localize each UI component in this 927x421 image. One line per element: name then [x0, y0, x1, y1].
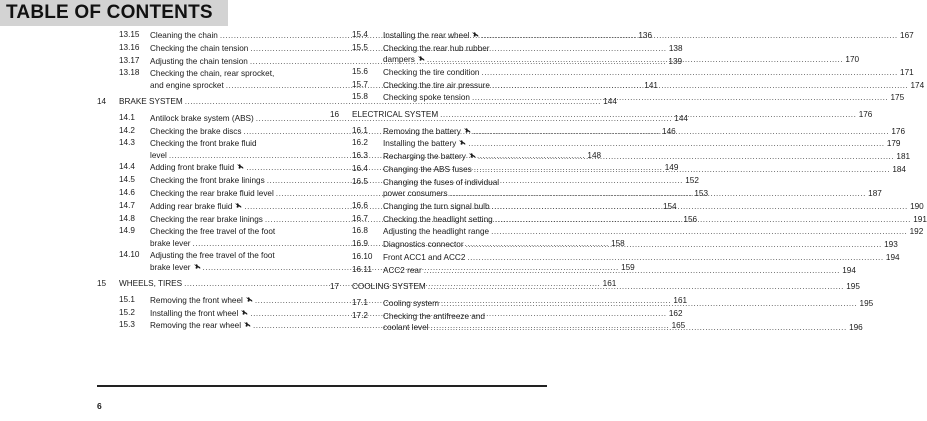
entry-number: 17.2 — [352, 310, 368, 320]
entry-title-text: Changing the fuses of individual — [383, 177, 500, 187]
dot-leader — [424, 265, 840, 276]
entry-title-text: Diagnostics connector — [383, 240, 464, 250]
entry-number: 16.8 — [352, 226, 368, 236]
entry-page-number: 191 — [913, 214, 927, 224]
entry-page-number: 174 — [910, 80, 925, 90]
entry-body — [383, 265, 856, 276]
dot-leader — [441, 298, 857, 309]
entry-body — [383, 80, 924, 91]
entry-line — [383, 239, 898, 250]
entry-page-number: 156 — [683, 214, 698, 224]
entry-line — [383, 311, 863, 322]
chapter-title: COOLING SYSTEM — [352, 281, 426, 291]
entry-title-text: Antilock brake system (ABS) — [150, 113, 254, 123]
entry-number: 16.3 — [352, 151, 368, 161]
entry-body — [383, 126, 905, 137]
dot-leader — [473, 126, 889, 137]
chapter-title: BRAKE SYSTEM — [119, 96, 183, 106]
dot-leader — [481, 30, 897, 41]
entry-number: 16.11 — [352, 264, 372, 274]
entry-number: 15.6 — [352, 66, 368, 76]
dot-leader — [427, 54, 843, 65]
entry-number: 15.4 — [352, 30, 368, 39]
dot-leader — [468, 138, 884, 149]
entry-line — [383, 201, 924, 212]
entry-number: 16.2 — [352, 138, 368, 148]
entry-line — [383, 43, 859, 54]
entry-title-text: Adjusting the chain tension — [150, 56, 248, 66]
dot-leader — [428, 282, 844, 291]
toc-entry[interactable] — [330, 226, 924, 237]
entry-number: 14.10 — [119, 250, 140, 260]
entry-title-text: Changing the ABS fuses — [383, 164, 472, 174]
entry-number: 14.6 — [119, 187, 135, 197]
entry-number: 14.2 — [119, 125, 135, 135]
entry-page-number: 165 — [671, 321, 686, 331]
entry-title-text: brake lever — [150, 262, 191, 272]
entry-body — [383, 239, 898, 250]
entry-title-text: Checking the rear hub rubber — [383, 43, 490, 53]
entry-body — [383, 67, 914, 78]
entry-title-text: Adjusting the free travel of the foot — [150, 251, 275, 261]
entry-number: 14.8 — [119, 213, 135, 223]
chapter-page-number: 161 — [602, 278, 617, 288]
chapter-title: WHEELS, TIRES — [119, 278, 183, 288]
wrench-icon — [245, 296, 253, 303]
entry-line — [383, 214, 927, 225]
entry-title-text: Changing the turn signal bulb — [383, 201, 490, 211]
entry-page-number: 171 — [900, 67, 914, 77]
wrench-icon — [458, 139, 466, 146]
entry-line — [383, 188, 882, 199]
wrench-icon — [236, 163, 244, 170]
wrench-icon — [243, 321, 251, 328]
entry-line — [383, 80, 924, 91]
entry-body — [383, 138, 901, 149]
entry-line — [383, 177, 882, 188]
entry-body — [383, 201, 924, 212]
entry-title-text: Adjusting the headlight range — [383, 227, 490, 237]
entry-number: 15.5 — [352, 42, 368, 52]
wrench-icon — [417, 55, 425, 62]
dot-leader — [478, 151, 894, 162]
entry-page-number: 161 — [673, 295, 688, 305]
entry-title-text: level — [150, 150, 167, 160]
entry-number: 13.16 — [119, 42, 140, 52]
entry-title-text: Checking the tire condition — [383, 67, 480, 77]
chapter-title: ELECTRICAL SYSTEM — [352, 109, 439, 119]
entry-page-number: 144 — [674, 113, 688, 123]
entry-page-number: 190 — [910, 201, 924, 211]
entry-page-number: 148 — [587, 150, 602, 160]
entry-title-text: Installing the battery — [383, 139, 457, 149]
entry-line — [383, 265, 856, 276]
wrench-icon — [471, 31, 479, 38]
entry-line — [383, 138, 901, 149]
entry-title-text: Checking the rear brake fluid level — [150, 188, 274, 198]
entry-page-number: 181 — [896, 152, 911, 162]
entry-title-text: Checking the chain tension — [150, 43, 249, 53]
chapter-number: 16 — [330, 109, 340, 119]
dot-leader — [431, 322, 847, 333]
chapter-number: 15 — [97, 278, 107, 288]
entry-title-text: coolant level — [383, 322, 429, 332]
chapter-page-number: 144 — [603, 96, 617, 106]
page-title: TABLE OF CONTENTS — [6, 2, 213, 23]
entry-number: 15.1 — [119, 294, 135, 304]
entry-page-number: 176 — [891, 126, 906, 136]
entry-line — [383, 252, 900, 263]
dot-leader — [466, 239, 882, 250]
entry-page-number: 175 — [890, 93, 905, 103]
entry-page-number: 139 — [668, 56, 683, 66]
entry-number: 16.4 — [352, 163, 368, 173]
entry-page-number: 146 — [662, 126, 676, 136]
entry-title-text: Front ACC1 and ACC2 — [383, 252, 466, 262]
chapter-number: 14 — [97, 96, 107, 106]
entry-title-text: brake lever — [150, 238, 191, 248]
entry-page-number: 158 — [611, 238, 625, 248]
entry-title-text: Removing the front wheel — [150, 295, 243, 305]
entry-title-text: Installing the front wheel — [150, 308, 239, 318]
wrench-icon — [463, 127, 471, 134]
entry-title-text: Checking spoke tension — [383, 93, 470, 103]
entry-title-text: dampers — [383, 55, 415, 64]
entry-number: 14.7 — [119, 200, 135, 210]
toc-entry[interactable] — [330, 66, 914, 78]
entry-number: 16.6 — [352, 200, 368, 210]
entry-title-text: Checking the front brake linings — [150, 176, 265, 186]
entry-title-text: Removing the battery — [383, 126, 461, 136]
entry-number: 16.10 — [352, 251, 373, 261]
entry-number: 14.9 — [119, 226, 135, 236]
entry-title-text: Removing the rear wheel — [150, 321, 242, 331]
dot-leader — [467, 252, 883, 263]
entry-body — [383, 43, 859, 65]
entry-body — [383, 164, 906, 175]
entry-line — [383, 30, 914, 41]
entry-page-number: 149 — [664, 163, 679, 173]
chapter-number: 17 — [330, 281, 340, 291]
entry-body — [383, 30, 914, 41]
entry-body — [383, 177, 882, 199]
chapter-page-number: 176 — [858, 109, 873, 119]
dot-leader — [482, 67, 898, 78]
entry-title-text: and engine sprocket — [150, 80, 224, 90]
entry-title-text: Adding front brake fluid — [150, 163, 235, 173]
entry-title-text: Checking the free travel of the foot — [150, 227, 276, 237]
chapter-page-number: 195 — [846, 281, 860, 291]
entry-number: 16.7 — [352, 213, 368, 223]
entry-body — [383, 252, 900, 263]
dot-leader — [472, 92, 888, 103]
entry-page-number: 195 — [859, 298, 874, 308]
dot-leader — [474, 164, 890, 175]
entry-number: 13.18 — [119, 68, 140, 78]
wrench-icon — [234, 202, 242, 209]
entry-page-number: 179 — [886, 139, 901, 149]
entry-page-number: 153 — [694, 188, 709, 198]
dot-leader — [440, 110, 856, 119]
entry-body — [383, 92, 904, 103]
toc-entry[interactable] — [330, 251, 900, 263]
entry-page-number: 159 — [621, 262, 635, 272]
entry-number: 14.3 — [119, 138, 135, 148]
entry-page-number: 193 — [884, 240, 898, 250]
entry-body — [383, 226, 923, 237]
entry-page-number: 162 — [668, 308, 683, 318]
entry-title-text: Cleaning the chain — [150, 31, 218, 40]
entry-number: 13.15 — [119, 30, 140, 39]
entry-number: 16.9 — [352, 239, 368, 249]
entry-number: 15.3 — [119, 320, 135, 330]
entry-number: 15.7 — [352, 79, 368, 89]
entry-title-text: ACC2 rear — [383, 265, 422, 275]
entry-page-number: 194 — [842, 265, 856, 275]
dot-leader — [450, 188, 866, 199]
entry-number: 14.1 — [119, 112, 135, 122]
entry-line — [383, 151, 910, 162]
entry-title-text: Cooling system — [383, 298, 439, 308]
entry-title-text: Checking the brake discs — [150, 126, 242, 136]
entry-title-text: Checking the antifreeze and — [383, 311, 485, 321]
entry-page-number: 154 — [662, 201, 677, 211]
entry-body — [383, 151, 910, 162]
entry-title-text: Checking the chain, rear sprocket, — [150, 69, 275, 79]
wrench-icon — [240, 309, 248, 316]
toc-header-banner — [0, 0, 228, 26]
entry-line — [383, 322, 863, 333]
entry-number: 16.5 — [352, 176, 368, 186]
wrench-icon — [193, 263, 201, 270]
entry-line — [383, 164, 906, 175]
entry-line — [383, 92, 904, 103]
dot-leader — [495, 214, 911, 225]
entry-title-text: Recharging the battery — [383, 152, 466, 162]
entry-title-text: Checking the headlight setting — [383, 214, 493, 224]
entry-page-number: 194 — [885, 252, 900, 262]
entry-number: 14.5 — [119, 175, 135, 185]
entry-page-number: 138 — [668, 43, 683, 53]
entry-page-number: 167 — [900, 31, 914, 40]
wrench-icon — [468, 152, 476, 159]
entry-number: 14.4 — [119, 162, 135, 172]
entry-title-text: Installing the rear wheel — [383, 31, 470, 40]
entry-title-text: Checking the front brake fluid — [150, 139, 257, 149]
entry-page-number: 170 — [845, 55, 860, 64]
entry-body — [383, 298, 873, 309]
entry-number: 16.1 — [352, 125, 368, 135]
entry-number: 15.2 — [119, 307, 135, 317]
entry-page-number: 196 — [849, 322, 863, 332]
dot-leader — [492, 201, 908, 212]
entry-body — [383, 311, 863, 333]
toc-entry[interactable] — [330, 138, 901, 149]
entry-line — [383, 126, 905, 137]
entry-page-number: 141 — [644, 80, 658, 90]
entry-number: 15.8 — [352, 92, 368, 102]
entry-line — [383, 67, 914, 78]
entry-page-number: 152 — [685, 176, 699, 186]
entry-title-text: Adding rear brake fluid — [150, 201, 233, 211]
entry-line — [383, 226, 923, 237]
footer-rule — [97, 385, 547, 387]
page-number: 6 — [97, 401, 102, 411]
entry-line — [383, 298, 873, 309]
entry-page-number: 136 — [638, 31, 653, 40]
entry-title-text: Checking the rear brake linings — [150, 214, 263, 224]
entry-page-number: 192 — [909, 227, 924, 237]
dot-leader — [491, 226, 907, 237]
entry-line — [383, 54, 859, 65]
entry-body — [383, 214, 927, 225]
entry-page-number: 187 — [868, 188, 882, 198]
entry-number: 13.17 — [119, 55, 140, 65]
entry-title-text: power consumers — [383, 188, 448, 198]
entry-page-number: 184 — [892, 164, 906, 174]
entry-number: 17.1 — [352, 297, 368, 307]
entry-title-text: Checking the tire air pressure — [383, 80, 490, 90]
dot-leader — [492, 80, 908, 91]
